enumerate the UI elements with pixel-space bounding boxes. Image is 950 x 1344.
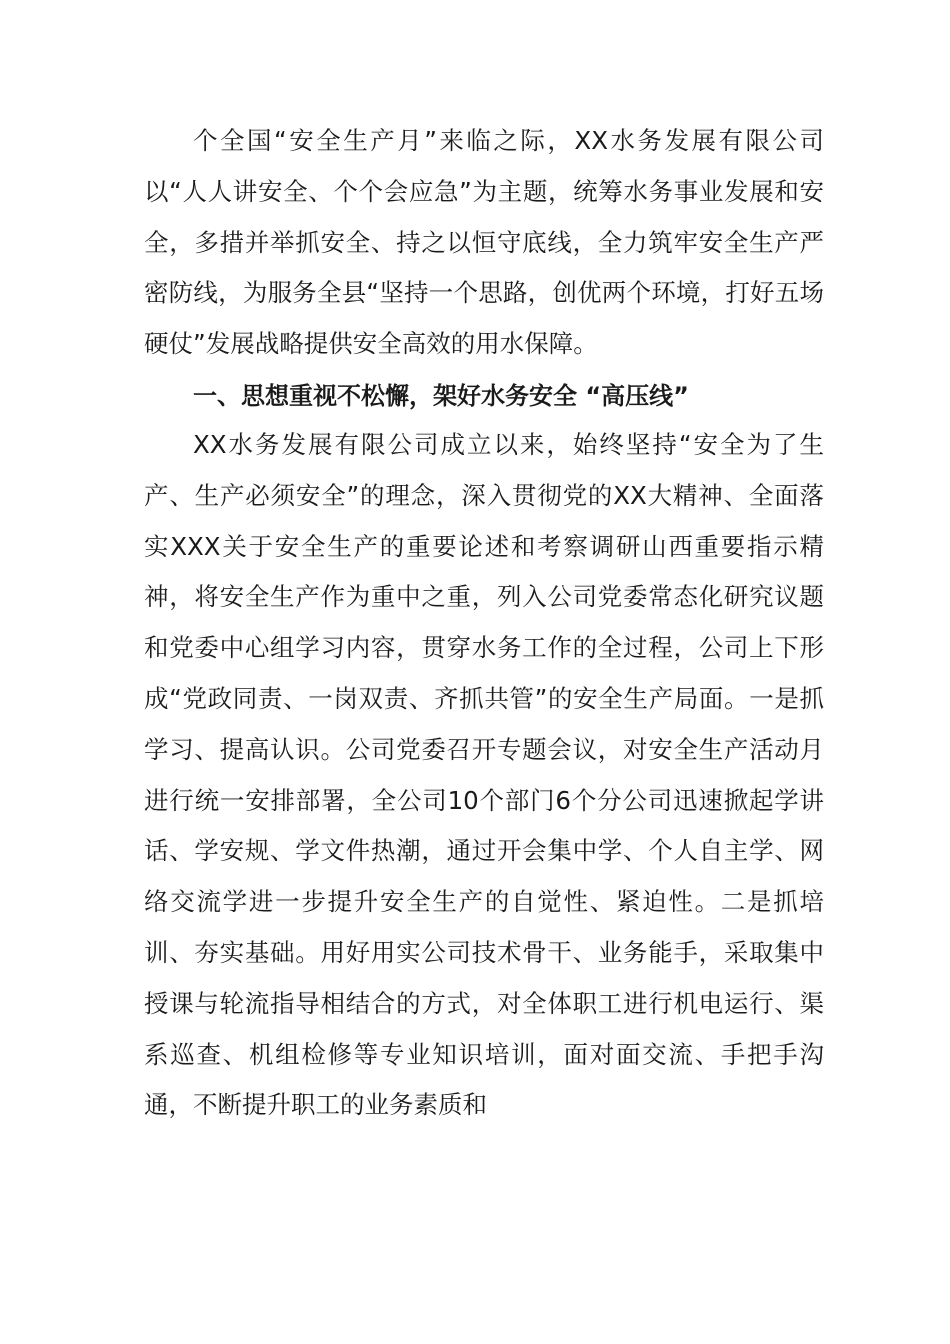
- section-1-paragraph: XX水务发展有限公司成立以来，始终坚持“安全为了生产、生产必须安全”的理念，深入贯彻党的XX大精神、全面落实XXX关于安全生产的重要论述和考察调研山西重要指示精神，将安全生产作为重中之重，列入公司党委常态化研究议题和党委中心组学习内容，贯穿水务工作的全过程，公司上下形成“党政同责、一岗双责、齐抓共管”的安全生产局面。一是抓学习、提高认识。公司党委召开专题会议，对安全生产活动月进行统一安排部署，全公司10个部门6个分公司迅速掀起学讲话、学安规、学文件热潮，通过开会集中学、个人自主学、网络交流学进一步提升安全生产的自觉性、紧迫性。二是抓培训、夯实基础。用好用实公司技术骨干、业务能手，采取集中授课与轮流指导相结合的方式，对全体职工进行机电运行、渠系巡查、机组检修等专业知识培训，面对面交流、手把手沟通，不断提升职工的业务素质和: [144, 430, 824, 1120]
- section-heading-1: 一、思想重视不松懈，架好水务安全 “高压线”: [193, 382, 689, 410]
- intro-paragraph: 个全国“安全生产月”来临之际，XX水务发展有限公司以“人人讲安全、个个会应急”为主题，统筹水务事业发展和安全，多措并举抓安全、持之以恒守底线，全力筑牢安全生产严密防线，为服务全县“坚持一个思路，创优两个环境，打好五场硬仗”发展战略提供安全高效的用水保障。: [144, 126, 824, 359]
